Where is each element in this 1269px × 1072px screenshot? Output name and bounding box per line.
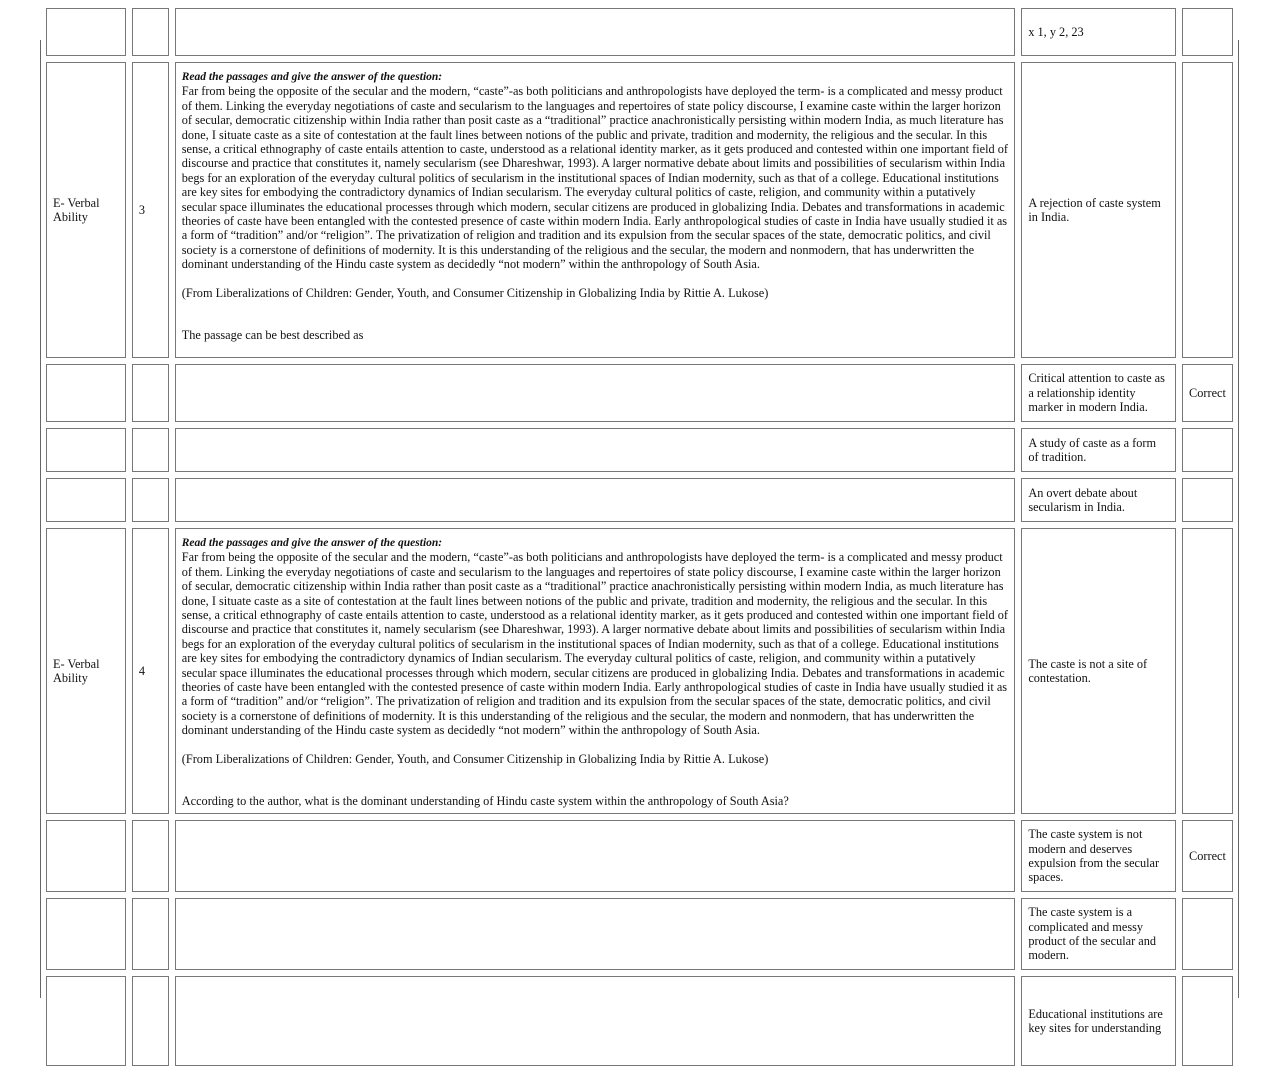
subject-cell (46, 428, 126, 472)
answer-option-cell (1021, 478, 1176, 522)
answer-option-text: Critical attention to caste as a relationship identity marker in modern India. (1028, 371, 1165, 415)
subject-cell: E- Verbal Ability (46, 528, 126, 814)
question-cell (175, 976, 1016, 1066)
question-heading: Read the passages and give the answer of the question: (181, 537, 443, 549)
subject-cell (46, 364, 126, 422)
subject-cell (46, 898, 126, 970)
answer-option-cell (1021, 364, 1176, 422)
question-number-cell (132, 820, 169, 892)
question-cell (175, 8, 1016, 56)
result-cell (1182, 478, 1233, 522)
subject-cell (46, 478, 126, 522)
option-row (46, 428, 1233, 472)
answer-option-cell (1021, 8, 1176, 56)
question-number-cell: 3 (132, 62, 169, 358)
passage-text: Far from being the opposite of the secular and the modern, “caste”-as both politicians and anthropologists have deployed the term- is a complicated and messy product of them. Linking the everyday negotiations of caste and secularism to the languages and repertoires of state policy discourse, I examine caste within the larger horizon of secular, democratic citizenship within India rather than posit caste as a “traditional” practice anachronistically persisting within modern India, as much literature has done, I situate caste as a site of contestation at the fault lines between notions of the public and private, tradition and modernity, the religious and the secular. In this sense, a critical ethnography of caste entails attention to caste, understood as a relational identity marker, as it gets produced and contested within one important field of discourse and practice that constitutes it, namely secularism (see Dhareshwar, 1993). A larger normative debate about limits and possibilities of secularism within India begs for an exploration of the everyday cultural politics of secularism in the institutional spaces of Indian modernity, such as that of a college. Educational institutions are key sites for embodying the contradictory dynamics of Indian secularism. The everyday cultural politics of caste, religion, and community within a putatively secular space illuminates the educational processes through which modern, secular citizens are produced in globalizing India. Debates and transformations in academic theories of caste have been entangled with the contested presence of caste within modern India. Early anthropological studies of caste in India have usually studied it as a form of “tradition” and/or “religion”. The privatization of religion and tradition and its expulsion from the secular spaces of the state, democratic politics, and civil society is a cornerstone of definitions of modernity. It is this understanding of the religious and the secular, the modern and nonmodern, that has underwritten the dominant understanding of the Hindu caste system as decidedly “not modern” within the anthropology of South Asia. (181, 550, 1008, 738)
answer-option-cell (1021, 528, 1176, 814)
option-row (46, 898, 1233, 970)
answer-option-cell (1021, 820, 1176, 892)
answer-option-text: A rejection of caste system in India. (1028, 195, 1161, 224)
result-cell (1182, 62, 1233, 358)
question-number-cell (132, 364, 169, 422)
option-row (46, 976, 1233, 1066)
question-table (40, 2, 1239, 1072)
answer-option-cell (1021, 898, 1176, 970)
result-cell (1182, 428, 1233, 472)
question-table-body (46, 8, 1233, 1066)
question-number-cell (132, 478, 169, 522)
question-number-cell: 4 (132, 528, 169, 814)
passage-source: (From Liberalizations of Children: Gender, Youth, and Consumer Citizenship in Globalizing India by Rittie A. Lukose) (181, 751, 769, 766)
result-cell (1182, 898, 1233, 970)
document-viewport[interactable] (40, 24, 1239, 1035)
question-number-cell (132, 428, 169, 472)
question-row (46, 528, 1233, 814)
answer-option-text: x 1, y 2, 23 (1028, 24, 1084, 39)
result-cell: Correct (1182, 364, 1233, 422)
answer-option-text: A study of caste as a form of tradition. (1028, 435, 1157, 464)
option-row (46, 820, 1233, 892)
question-cell (175, 478, 1016, 522)
answer-option-cell (1021, 976, 1176, 1066)
question-prompt: According to the author, what is the dominant understanding of Hindu caste system within the anthropology of South Asia? (181, 794, 789, 809)
answer-option-text: Educational institutions are key sites for understanding (1028, 1006, 1163, 1035)
question-cell (175, 62, 1016, 358)
answer-option-text: The caste is not a site of contestation. (1028, 656, 1148, 685)
question-cell (175, 364, 1016, 422)
option-row (46, 478, 1233, 522)
answer-option-text: An overt debate about secularism in India. (1028, 485, 1138, 514)
question-heading: Read the passages and give the answer of the question: (181, 71, 443, 83)
option-row (46, 8, 1233, 56)
passage-text: Far from being the opposite of the secular and the modern, “caste”-as both politicians and anthropologists have deployed the term- is a complicated and messy product of them. Linking the everyday negotiations of caste and secularism to the languages and repertoires of state policy discourse, I examine caste within the larger horizon of secular, democratic citizenship within India rather than posit caste as a “traditional” practice anachronistically persisting within modern India, as much literature has done, I situate caste as a site of contestation at the fault lines between notions of the public and private, tradition and modernity, the religious and the secular. In this sense, a critical ethnography of caste entails attention to caste, understood as a relational identity marker, as it gets produced and contested within one important field of discourse and practice that constitutes it, namely secularism (see Dhareshwar, 1993). A larger normative debate about limits and possibilities of secularism within India begs for an exploration of the everyday cultural politics of secularism in the institutional spaces of Indian modernity, such as that of a college. Educational institutions are key sites for embodying the contradictory dynamics of Indian secularism. The everyday cultural politics of caste, religion, and community within a putatively secular space illuminates the educational processes through which modern, secular citizens are produced in globalizing India. Debates and transformations in academic theories of caste have been entangled with the contested presence of caste within modern India. Early anthropological studies of caste in India have usually studied it as a form of “tradition” and/or “religion”. The privatization of religion and tradition and its expulsion from the secular spaces of the state, democratic politics, and civil society is a cornerstone of definitions of modernity. It is this understanding of the religious and the secular, the modern and nonmodern, that has underwritten the dominant understanding of the Hindu caste system as decidedly “not modern” within the anthropology of South Asia. (181, 84, 1008, 272)
result-cell (1182, 8, 1233, 56)
question-cell (175, 898, 1016, 970)
subject-cell: E- Verbal Ability (46, 62, 126, 358)
result-cell: Correct (1182, 820, 1233, 892)
subject-cell (46, 820, 126, 892)
question-number-cell (132, 898, 169, 970)
question-cell (175, 820, 1016, 892)
question-cell (175, 428, 1016, 472)
option-row (46, 364, 1233, 422)
answer-option-cell (1021, 62, 1176, 358)
question-prompt: The passage can be best described as (181, 328, 364, 343)
result-cell (1182, 976, 1233, 1066)
answer-option-cell (1021, 428, 1176, 472)
question-cell (175, 528, 1016, 814)
subject-cell (46, 8, 126, 56)
passage-source: (From Liberalizations of Children: Gender, Youth, and Consumer Citizenship in Globalizing India by Rittie A. Lukose) (181, 285, 769, 300)
question-row (46, 62, 1233, 358)
question-number-cell (132, 8, 169, 56)
question-number-cell (132, 976, 169, 1066)
answer-option-text: The caste system is not modern and deserves expulsion from the secular spaces. (1028, 827, 1160, 885)
answer-option-text: The caste system is a complicated and messy product of the secular and modern. (1028, 905, 1157, 963)
subject-cell (46, 976, 126, 1066)
result-cell (1182, 528, 1233, 814)
